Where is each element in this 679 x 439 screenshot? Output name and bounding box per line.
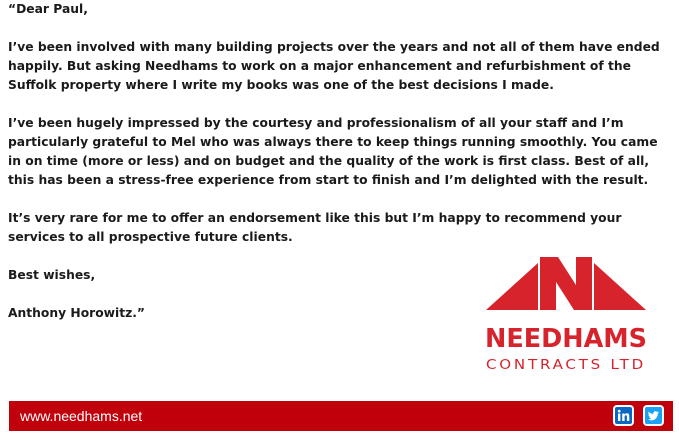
logo-name: NEEDHAMS [485,324,647,354]
letter-closing: Best wishes, [8,268,96,282]
footer-bar [9,401,673,431]
linkedin-icon[interactable] [613,405,634,426]
twitter-icon[interactable] [643,405,664,426]
letter-paragraph: I’ve been involved with many building projects over the years and not all of them have ended happily. But asking Needhams to work on a major enhancement and refurbishment of the Suffolk property where I write my books was one of the best decisions I made. [8,40,660,92]
letter-paragraph: I’ve been hugely impressed by the courtesy and professionalism of all your staff and I’m particularly grateful to Mel who was always there to keep things running smoothly. You came in on time (more or less) and on budget and the quality of the work is first class. Best of all, this has been a stress-free experience from start to finish and I’m delighted with the result. [8,116,658,187]
letter-paragraph: It’s very rare for me to offer an endorsement like this but I’m happy to recommend your services to all prospective future clients. [8,211,622,244]
needhams-logo [482,255,650,375]
letter-signature: Anthony Horowitz.” [8,306,146,320]
logo-subtitle: CONTRACTS LTD [486,358,646,373]
roof-n-logo-icon [486,257,646,310]
letter-salutation: “Dear Paul, [8,2,88,16]
website-link[interactable]: www.needhams.net [20,408,143,424]
